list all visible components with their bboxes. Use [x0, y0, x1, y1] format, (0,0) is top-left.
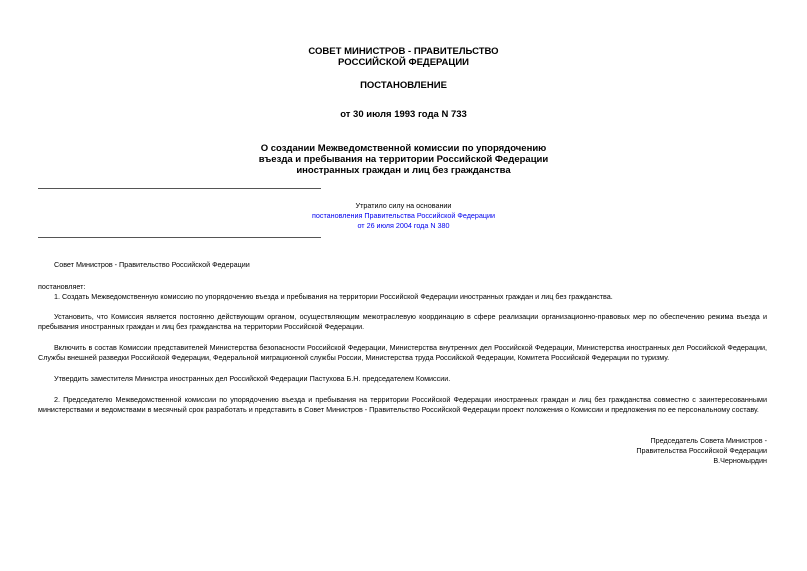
issuing-authority-line1: СОВЕТ МИНИСТРОВ - ПРАВИТЕЛЬСТВО — [308, 46, 499, 57]
document-title-line3: иностранных граждан и лиц без гражданства — [296, 165, 511, 176]
paragraph-3: Включить в состав Комиссии представителей Министерства безопасности Российской Федерации, Министерства внутренних дел Российской Федерации, Министерства иностранных дел Российской Федерации, Службы внешней разведки Российской Федерации, Федеральной миграционной службы России, Министерства труда Российской Федерации, Комитета Российской Федерации по туризму. — [38, 343, 767, 362]
signature-line1: Председатель Совета Министров - — [650, 436, 767, 445]
document-title-line1: О создании Межведомственной комиссии по упорядочению — [260, 143, 547, 154]
document-type: ПОСТАНОВЛЕНИЕ — [360, 80, 447, 91]
signature-line2: Правительства Российской Федерации — [636, 446, 767, 455]
document-title-line2: въезда и пребывания на территории Российской Федерации — [258, 154, 549, 165]
repeal-link-line2[interactable]: от 26 июля 2004 года N 380 — [357, 221, 450, 230]
document-date-number: от 30 июля 1993 года N 733 — [340, 109, 467, 120]
status-note-text: Утратило силу на основании — [355, 201, 452, 210]
signature-block — [467, 436, 767, 466]
paragraph-5: 2. Председателю Межведомственной комиссии по упорядочению въезда и пребывания на территории Российской Федерации иностранных граждан и лиц без гражданства совместно с заинтересованными министерствами и ведомствами в месячный срок разработать и представить в Совет Министров - Правительство Российской Федерации проект положения о Комиссии и предложения по ее персональному составу. — [38, 395, 767, 414]
status-note — [0, 201, 807, 231]
preamble: Совет Министров - Правительство Российской Федерации — [54, 260, 250, 269]
paragraph-2: Установить, что Комиссия является постоянно действующим органом, осуществляющим межотраслевую координацию в сфере реализации организационно-правовых мер по обеспечению режима въезда и пребывания иностранных граждан и лиц без гражданства на территории Российской Федерации. — [38, 312, 767, 331]
paragraph-1: 1. Создать Межведомственную комиссию по упорядочению въезда и пребывания на территории Российской Федерации иностранных граждан и лиц без гражданства. — [54, 292, 613, 301]
paragraph-4: Утвердить заместителя Министра иностранных дел Российской Федерации Пастухова Б.Н. председателем Комиссии. — [54, 374, 451, 383]
document-title — [0, 143, 807, 176]
issuing-authority — [0, 46, 807, 68]
decrees-line: постановляет: — [38, 282, 86, 291]
divider-bottom — [38, 237, 321, 238]
repeal-link-line1[interactable]: постановления Правительства Российской Федерации — [311, 211, 496, 220]
signatory-name: В.Черномырдин — [713, 456, 767, 465]
divider-top — [38, 188, 321, 189]
issuing-authority-line2: РОССИЙСКОЙ ФЕДЕРАЦИИ — [337, 57, 469, 68]
